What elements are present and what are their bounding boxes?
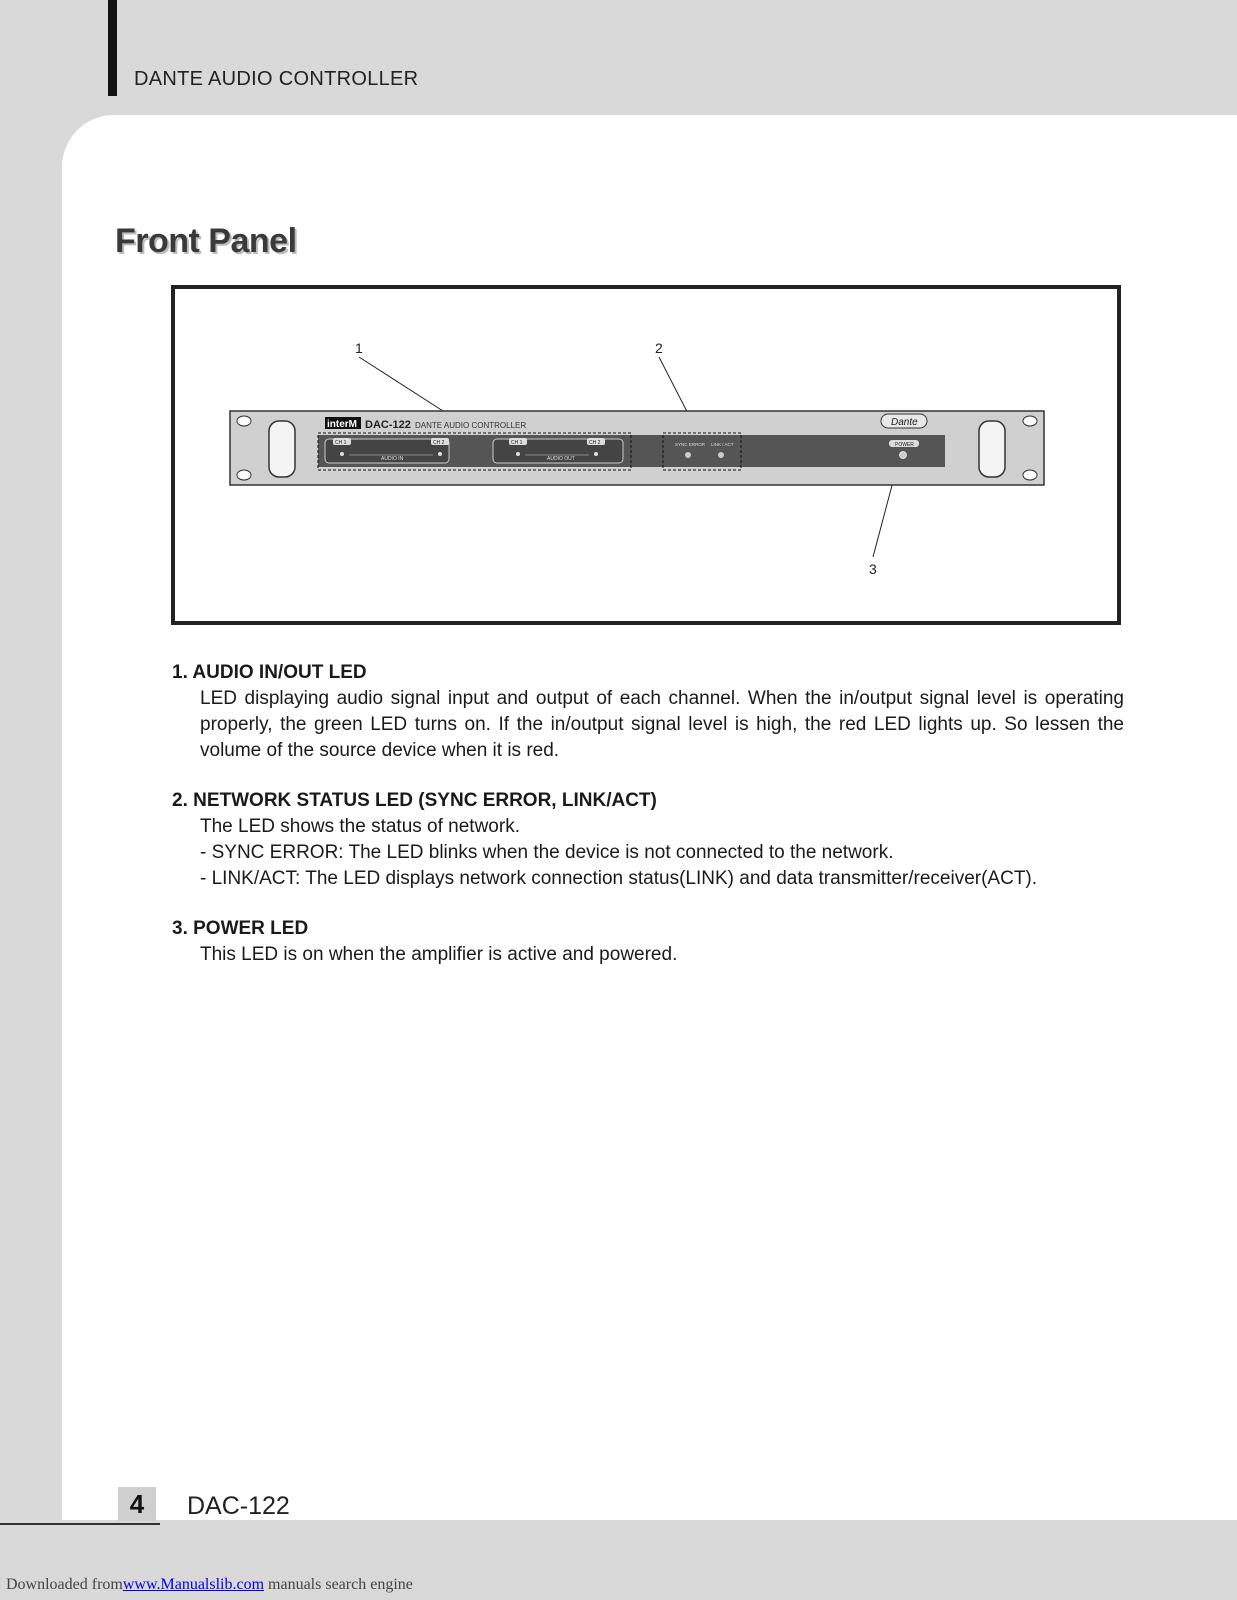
mount-hole-icon [237,416,251,426]
sync-error-label: SYNC ERROR [675,442,706,447]
callout-3: 3 [869,561,877,577]
mount-hole-icon [1023,416,1037,426]
power-led-icon [900,452,907,459]
page-number: 4 [118,1487,156,1521]
rack-handle-right [979,421,1005,477]
footer-rule [0,1523,160,1525]
audio-out-label: AUDIO OUT [547,456,575,462]
link-act-label: LINK / ACT [711,442,734,447]
front-panel-illustration [175,289,1117,621]
audio-in-ch1-led-icon [340,452,344,456]
mount-hole-icon [237,470,251,480]
link-act-led-icon [718,452,724,458]
model-label: DAC-122 [365,419,411,431]
callout-1: 1 [355,340,363,356]
audio-in-label: AUDIO IN [381,456,404,462]
mount-hole-icon [1023,470,1037,480]
header-title: DANTE AUDIO CONTROLLER [134,68,419,90]
audio-out-ch2-label: CH 2 [589,440,601,446]
audio-in-ch1-label: CH 1 [335,440,347,446]
sync-error-led-icon [685,452,691,458]
download-suffix: manuals search engine [264,1576,413,1593]
item-line: - LINK/ACT: The LED displays network connection status(LINK) and data transmitter/receiver(ACT). [200,868,1038,889]
audio-in-ch2-led-icon [438,452,442,456]
description-item-network [172,788,1124,892]
rack-handle-left [269,421,295,477]
audio-out-ch1-led-icon [516,452,520,456]
model-description: DANTE AUDIO CONTROLLER [415,421,527,430]
section-title: Front Panel [115,222,297,260]
callout-2: 2 [655,340,663,356]
item-heading: 3. POWER LED [172,918,309,939]
item-body: LED displaying audio signal input and output of each channel. When the in/output signal level is operating properly, the green LED turns on. If the in/output signal level is high, the red LED lights up. So lessen the volume of the source device when it is red. [200,688,1124,761]
manualslib-link[interactable]: www.Manualslib.com [122,1576,265,1593]
description-item-power [172,916,1124,968]
item-line: The LED shows the status of network. [200,816,520,837]
power-label: POWER [895,442,914,448]
download-note [6,1576,413,1594]
item-line: - SYNC ERROR: The LED blinks when the device is not connected to the network. [200,842,894,863]
audio-in-ch2-label: CH 2 [433,440,445,446]
front-panel-diagram [171,285,1121,625]
item-body: This LED is on when the amplifier is active and powered. [200,944,678,965]
audio-out-ch1-label: CH 1 [511,440,523,446]
footer-model-name: DAC-122 [187,1492,290,1520]
item-heading: 1. AUDIO IN/OUT LED [172,662,367,683]
description-item-audio [172,660,1124,764]
led-descriptions [172,660,1124,992]
download-prefix: Downloaded from [6,1576,123,1593]
audio-out-ch2-led-icon [594,452,598,456]
dante-logo-text: Dante [891,417,918,428]
item-heading: 2. NETWORK STATUS LED (SYNC ERROR, LINK/ACT) [172,790,657,811]
brand-logo-text: interM [327,419,357,430]
header-bar [108,0,117,96]
